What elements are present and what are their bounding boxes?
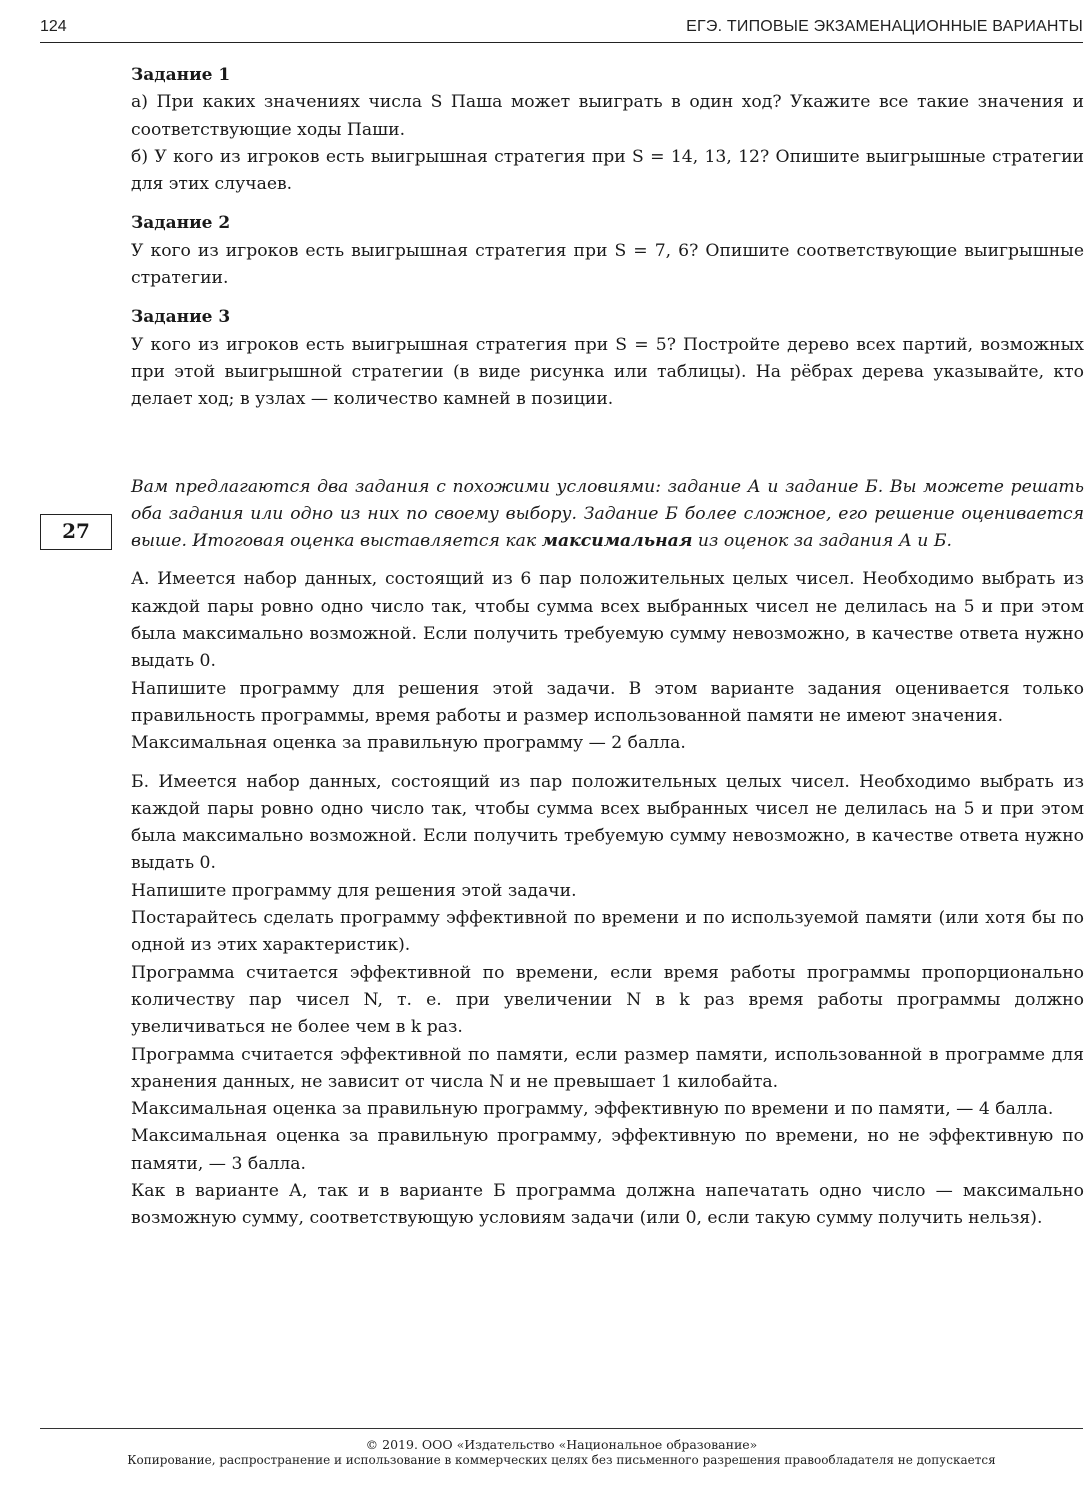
intro-bold: максимальная xyxy=(541,531,693,552)
part-b-condition: Б. Имеется набор данных, состоящий из пар положительных целых чисел. Необходимо выбрать из каждой пары ровно одно число так, чтобы сумма всех выбранных чисел не делилась на 5 и при этом была максимально возможной. Если получить требуемую сумму невозможно, в качестве ответа нужно выдать 0. xyxy=(131,771,1084,874)
part-b xyxy=(131,769,1084,1233)
task1-block xyxy=(131,62,1084,198)
task3-block xyxy=(131,304,1084,413)
page-header xyxy=(40,14,1083,43)
part-b-time: Программа считается эффективной по времени, если время работы программы пропорционально количеству пар чисел N, т. е. при увеличении N в k раз время работы программы должно увеличиваться не более чем в k раз. xyxy=(131,962,1084,1038)
task27-intro xyxy=(131,474,1084,556)
part-b-output: Как в варианте А, так и в варианте Б программа должна напечатать одно число — максимально возможную сумму, соответствующую условиям задачи (или 0, если такую сумму получить нельзя). xyxy=(131,1180,1084,1229)
task1-line-a: а) При каких значениях числа S Паша может выиграть в один ход? Укажите все такие значения и соответствующие ходы Паши. xyxy=(131,92,1084,140)
task3-text: У кого из игроков есть выигрышная стратегия при S = 5? Постройте дерево всех партий, возможных при этой выигрышной стратегии (в виде рисунка или таблицы). На рёбрах дерева указывайте, кто делает ход; в узлах — количество камней в позиции. xyxy=(131,334,1084,410)
part-b-efficiency: Постарайтесь сделать программу эффективной по времени и по используемой памяти (или хотя бы по одной из этих характеристик). xyxy=(131,908,1084,956)
task-number-box: 27 xyxy=(40,514,112,550)
running-title: ЕГЭ. ТИПОВЫЕ ЭКЗАМЕНАЦИОННЫЕ ВАРИАНТЫ xyxy=(686,18,1083,35)
task2-block xyxy=(131,210,1084,292)
task2-text: У кого из игроков есть выигрышная стратегия при S = 7, 6? Опишите соответствующие выигрышные стратегии. xyxy=(131,240,1084,289)
part-b-memory: Программа считается эффективной по памяти, если размер памяти, использованной в программе для хранения данных, не зависит от числа N и не превышает 1 килобайта. xyxy=(131,1044,1084,1092)
task3-title: Задание 3 xyxy=(131,307,231,328)
task1-line-b: б) У кого из игроков есть выигрышная стратегия при S = 14, 13, 12? Опишите выигрышные стратегии для этих случаев. xyxy=(131,146,1084,195)
page-number: 124 xyxy=(40,18,67,35)
part-b-instruction: Напишите программу для решения этой задачи. xyxy=(131,880,577,901)
intro-part2: из оценок за задания А и Б. xyxy=(697,531,952,552)
part-b-score-4: Максимальная оценка за правильную программу, эффективную по времени и по памяти, — 4 балла. xyxy=(131,1099,1054,1120)
intro-part1: Вам предлагаются два задания с похожими условиями: задание А и задание Б. Вы можете решать оба задания или одно из них по своему выбору. Задание Б более сложное, его решение оценивается выше. Итоговая оценка выставляется как xyxy=(131,476,1084,552)
footer-copyright: © 2019. ООО «Издательство «Национальное образование» xyxy=(365,1437,758,1452)
task2-title: Задание 2 xyxy=(131,213,231,234)
task27-block xyxy=(131,474,1084,1233)
part-a-score: Максимальная оценка за правильную программу — 2 балла. xyxy=(131,733,686,754)
page-footer xyxy=(40,1428,1083,1467)
page-content xyxy=(131,62,1084,1233)
part-a xyxy=(131,566,1084,757)
part-b-score-3: Максимальная оценка за правильную программу, эффективную по времени, но не эффективную по памяти, — 3 балла. xyxy=(131,1126,1084,1174)
footer-notice: Копирование, распространение и использование в коммерческих целях без письменного разрешения правообладателя не допускается xyxy=(127,1453,996,1467)
part-a-condition: А. Имеется набор данных, состоящий из 6 пар положительных целых чисел. Необходимо выбрать из каждой пары ровно одно число так, чтобы сумма всех выбранных чисел не делилась на 5 и при этом была максимально возможной. Если получить требуемую сумму невозможно, в качестве ответа нужно выдать 0. xyxy=(131,569,1084,672)
task1-title: Задание 1 xyxy=(131,65,231,85)
part-a-instruction: Напишите программу для решения этой задачи. В этом варианте задания оценивается только правильность программы, время работы и размер использованной памяти не имеют значения. xyxy=(131,678,1084,726)
